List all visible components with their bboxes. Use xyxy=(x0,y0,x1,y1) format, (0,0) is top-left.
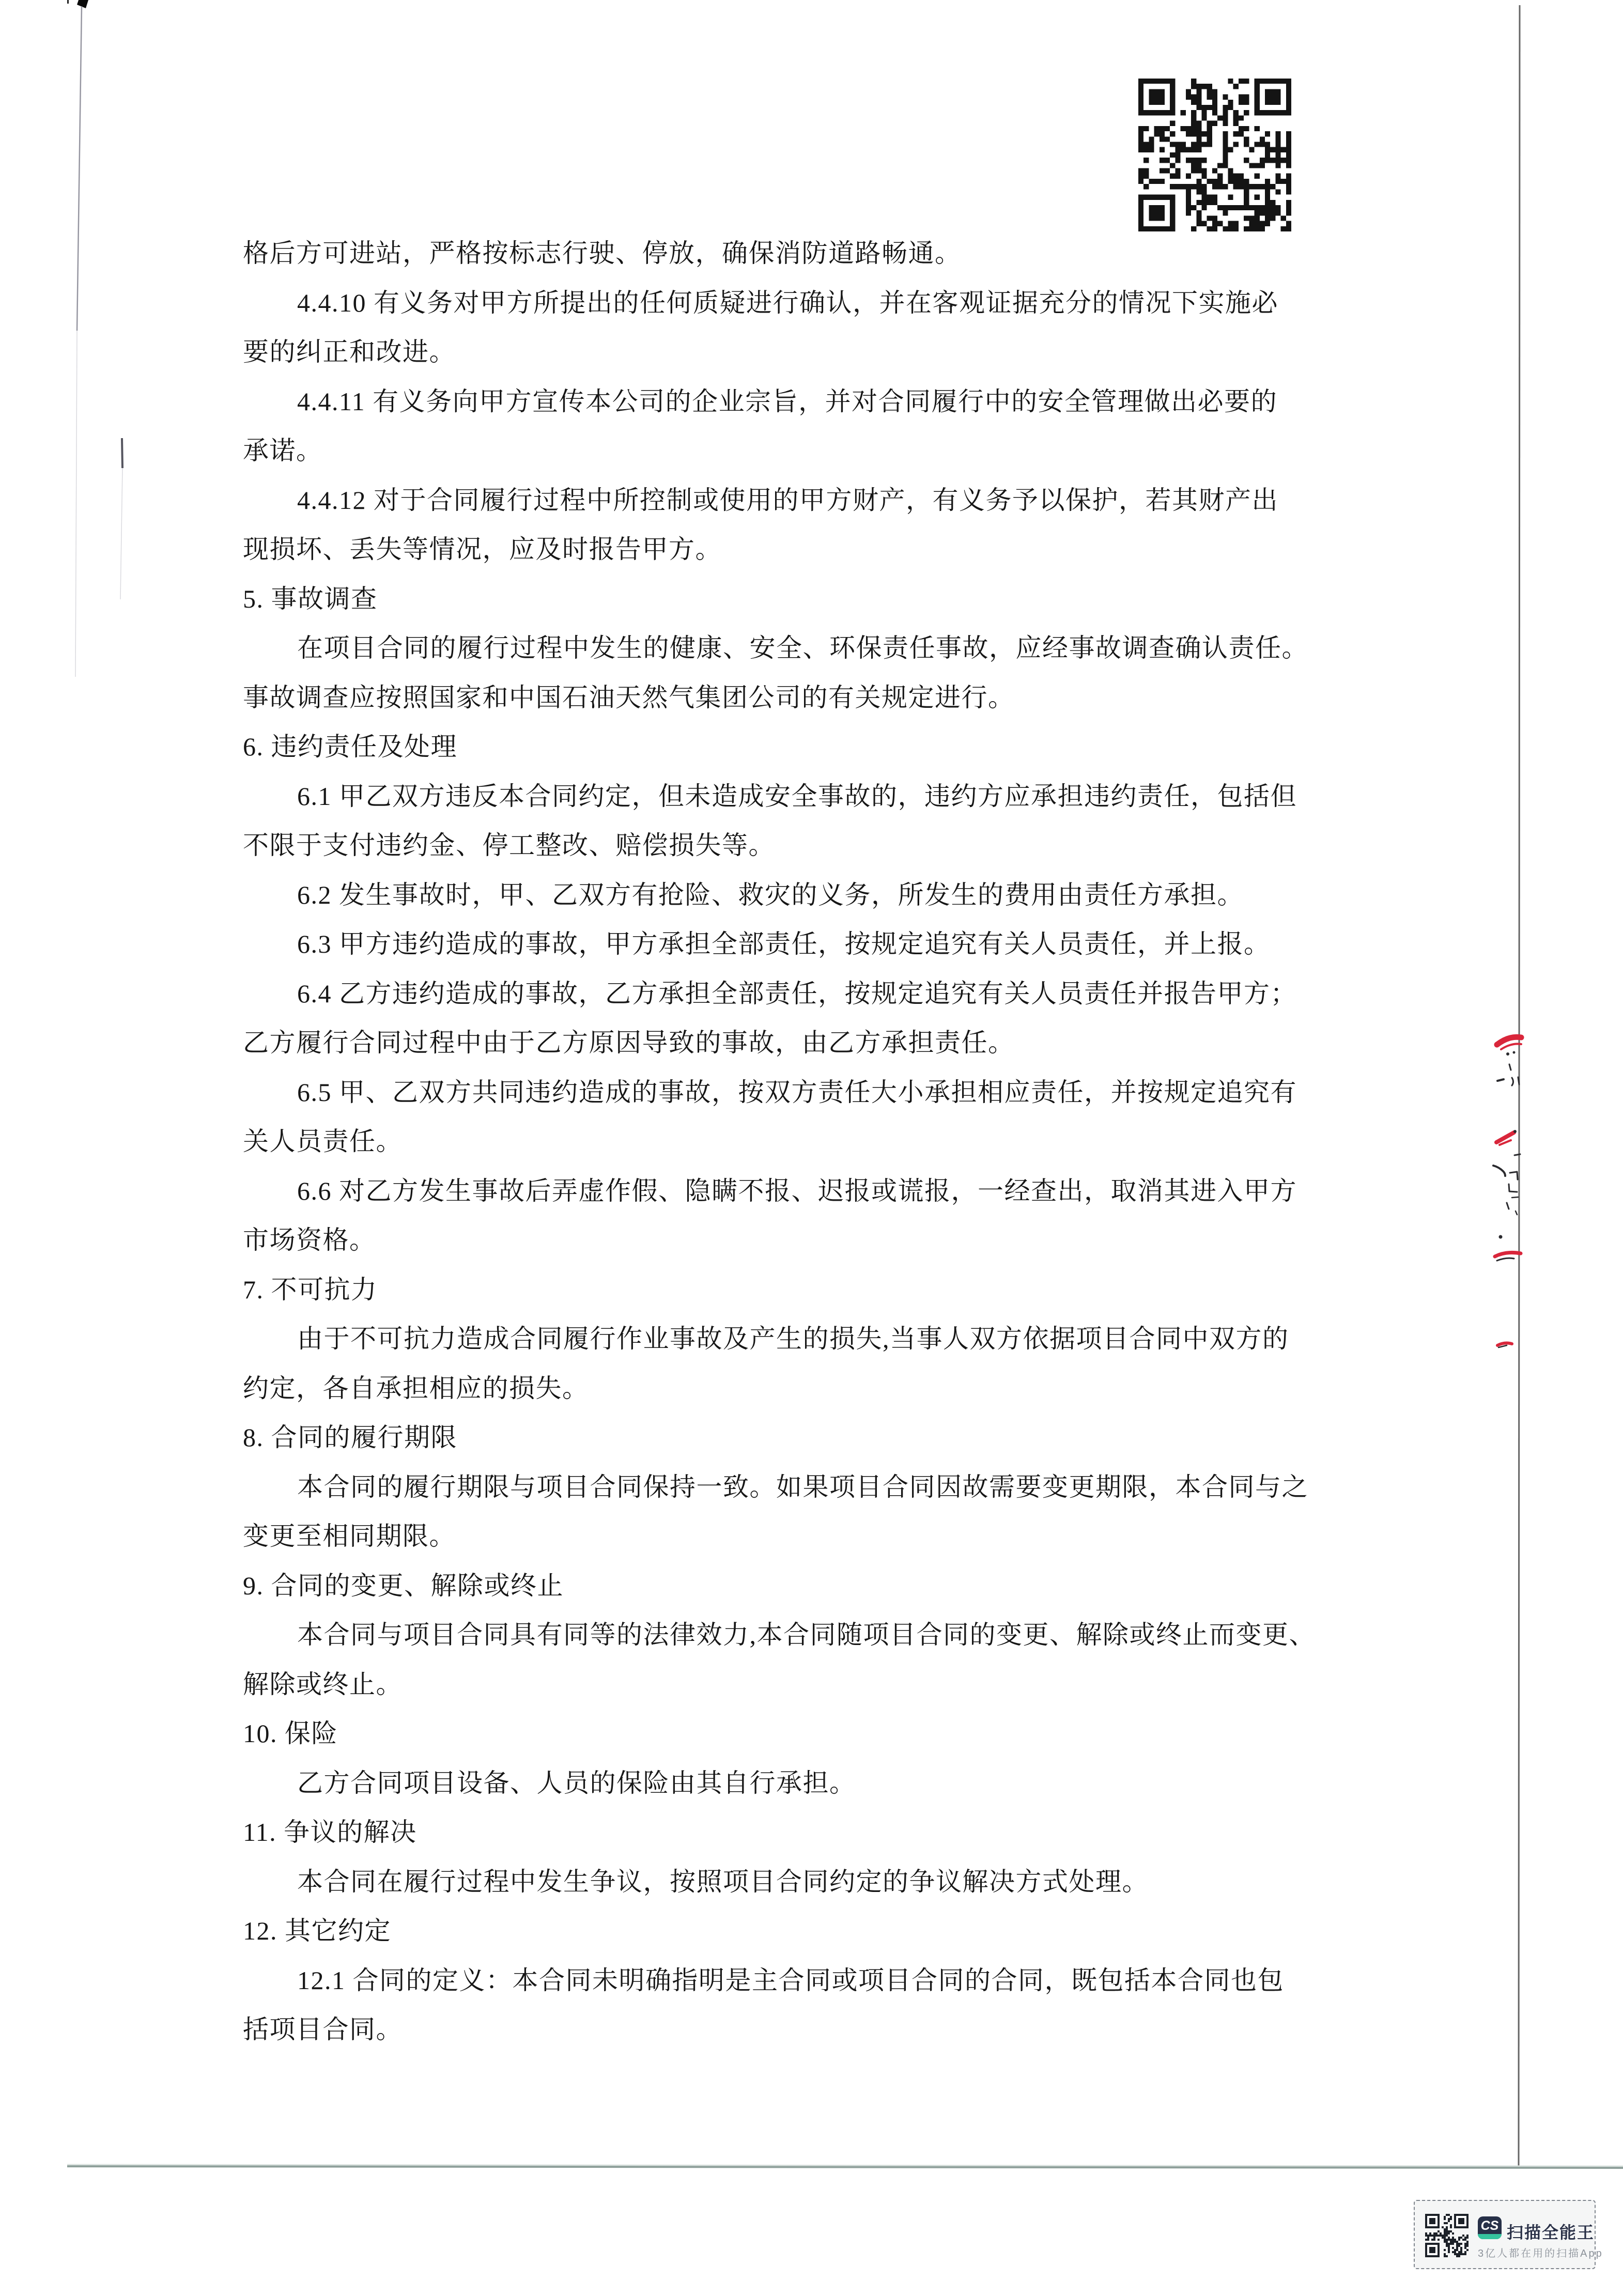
contract-text-line: 乙方合同项目设备、人员的保险由其自行承担。 xyxy=(297,1768,856,1797)
contract-text-line: 现损坏、丢失等情况，应及时报告甲方。 xyxy=(243,535,722,564)
camscanner-app-icon xyxy=(1478,2216,1502,2239)
camscanner-app-icon-label: CS xyxy=(1480,2219,1499,2233)
contract-text-line: 变更至相同期限。 xyxy=(243,1522,456,1550)
contract-text-line: 6.4 乙方违约造成的事故，乙方承担全部责任，按规定追究有关人员责任并报告甲方； xyxy=(297,979,1297,1008)
contract-text-line: 括项目合同。 xyxy=(243,2015,403,2044)
contract-text-line: 乙方履行合同过程中由于乙方原因导致的事故，由乙方承担责任。 xyxy=(243,1028,1015,1057)
camscanner-app-icon-teal-strip xyxy=(1478,2234,1502,2239)
contract-text-line: 4.4.10 有义务对甲方所提出的任何质疑进行确认，并在客观证据充分的情况下实施必 xyxy=(297,288,1278,317)
contract-text-line: 12. 其它约定 xyxy=(243,1916,391,1945)
contract-text-line: 10. 保险 xyxy=(243,1719,338,1748)
contract-text-line: 6.6 对乙方发生事故后弄虚作假、隐瞒不报、迟报或谎报，一经查出，取消其进入甲方 xyxy=(297,1176,1297,1205)
contract-text-line: 要的纠正和改进。 xyxy=(243,337,456,366)
contract-text-line: 本合同在履行过程中发生争议，按照项目合同约定的争议解决方式处理。 xyxy=(297,1867,1149,1896)
contract-text-line: 不限于支付违约金、停工整改、赔偿损失等。 xyxy=(243,831,775,860)
contract-text-line: 市场资格。 xyxy=(243,1225,376,1254)
page-right-edge-line xyxy=(1519,5,1520,2166)
contract-text-line: 4.4.11 有义务向甲方宣传本公司的企业宗旨，并对合同履行中的安全管理做出必要的 xyxy=(297,386,1278,416)
left-margin-bar-faint xyxy=(120,468,122,599)
handwritten-ink-marks xyxy=(1493,1051,1520,1348)
left-fold-line-faint xyxy=(75,331,77,677)
contract-text-line: 承诺。 xyxy=(243,436,323,465)
corner-ink-mark xyxy=(77,0,88,8)
contract-text-line: 本合同与项目合同具有同等的法律效力,本合同随项目合同的变更、解除或终止而变更、 xyxy=(297,1620,1316,1649)
contract-text-line: 由于不可抗力造成合同履行作业事故及产生的损失,当事人双方依据项目合同中双方的 xyxy=(297,1324,1289,1353)
contract-text-line: 5. 事故调查 xyxy=(243,584,378,613)
contract-text-line: 8. 合同的履行期限 xyxy=(243,1423,457,1452)
page-bottom-edge-line xyxy=(67,2166,1623,2168)
camscanner-qr-code[interactable] xyxy=(1425,2214,1469,2257)
contract-text-line: 6.5 甲、乙双方共同违约造成的事故，按双方责任大小承担相应责任，并按规定追究有 xyxy=(297,1077,1297,1107)
contract-text-line: 6.2 发生事故时，甲、乙双方有抢险、救灾的义务，所发生的费用由责任方承担。 xyxy=(297,880,1244,909)
contract-text-line: 事故调查应按照国家和中国石油天然气集团公司的有关规定进行。 xyxy=(243,682,1015,712)
contract-text-line: 格后方可进站，严格按标志行驶、停放，确保消防道路畅通。 xyxy=(243,239,962,268)
camscanner-watermark xyxy=(1414,2200,1603,2269)
contract-text-line: 9. 合同的变更、解除或终止 xyxy=(243,1571,564,1600)
contract-text-line: 6. 违约责任及处理 xyxy=(243,732,457,761)
contract-text-line: 本合同的履行期限与项目合同保持一致。如果项目合同因故需要变更期限，本合同与之 xyxy=(297,1472,1308,1501)
document-qr-code xyxy=(1138,79,1291,231)
contract-text-line: 关人员责任。 xyxy=(243,1127,403,1156)
page-bottom-edge-light xyxy=(67,2165,1623,2166)
contract-text-line: 11. 争议的解决 xyxy=(243,1818,417,1847)
contract-text-line: 在项目合同的履行过程中发生的健康、安全、环保责任事故，应经事故调查确认责任。 xyxy=(297,633,1308,662)
contract-text-line: 12.1 合同的定义：本合同未明确指明是主合同或项目合同的合同，既包括本合同也包 xyxy=(297,1965,1284,1995)
contract-text-line: 6.1 甲乙双方违反本合同约定，但未造成安全事故的，违约方应承担违约责任，包括但 xyxy=(297,781,1297,811)
camscanner-app-name: 扫描全能王 xyxy=(1507,2223,1595,2242)
corner-ink-speck xyxy=(67,0,69,4)
handwritten-red-marks xyxy=(1495,1037,1521,1345)
contract-text-line: 约定，各自承担相应的损失。 xyxy=(243,1373,589,1403)
camscanner-tagline: 3亿人都在用的扫描App xyxy=(1478,2248,1603,2259)
contract-text-line: 4.4.12 对于合同履行过程中所控制或使用的甲方财产，有义务予以保护，若其财产出 xyxy=(297,485,1278,515)
contract-text-line: 解除或终止。 xyxy=(243,1669,403,1699)
contract-text-line: 6.3 甲方违约造成的事故，甲方承担全部责任，按规定追究有关人员责任，并上报。 xyxy=(297,929,1271,958)
contract-text-line: 7. 不可抗力 xyxy=(243,1275,378,1304)
left-fold-line xyxy=(77,6,82,331)
